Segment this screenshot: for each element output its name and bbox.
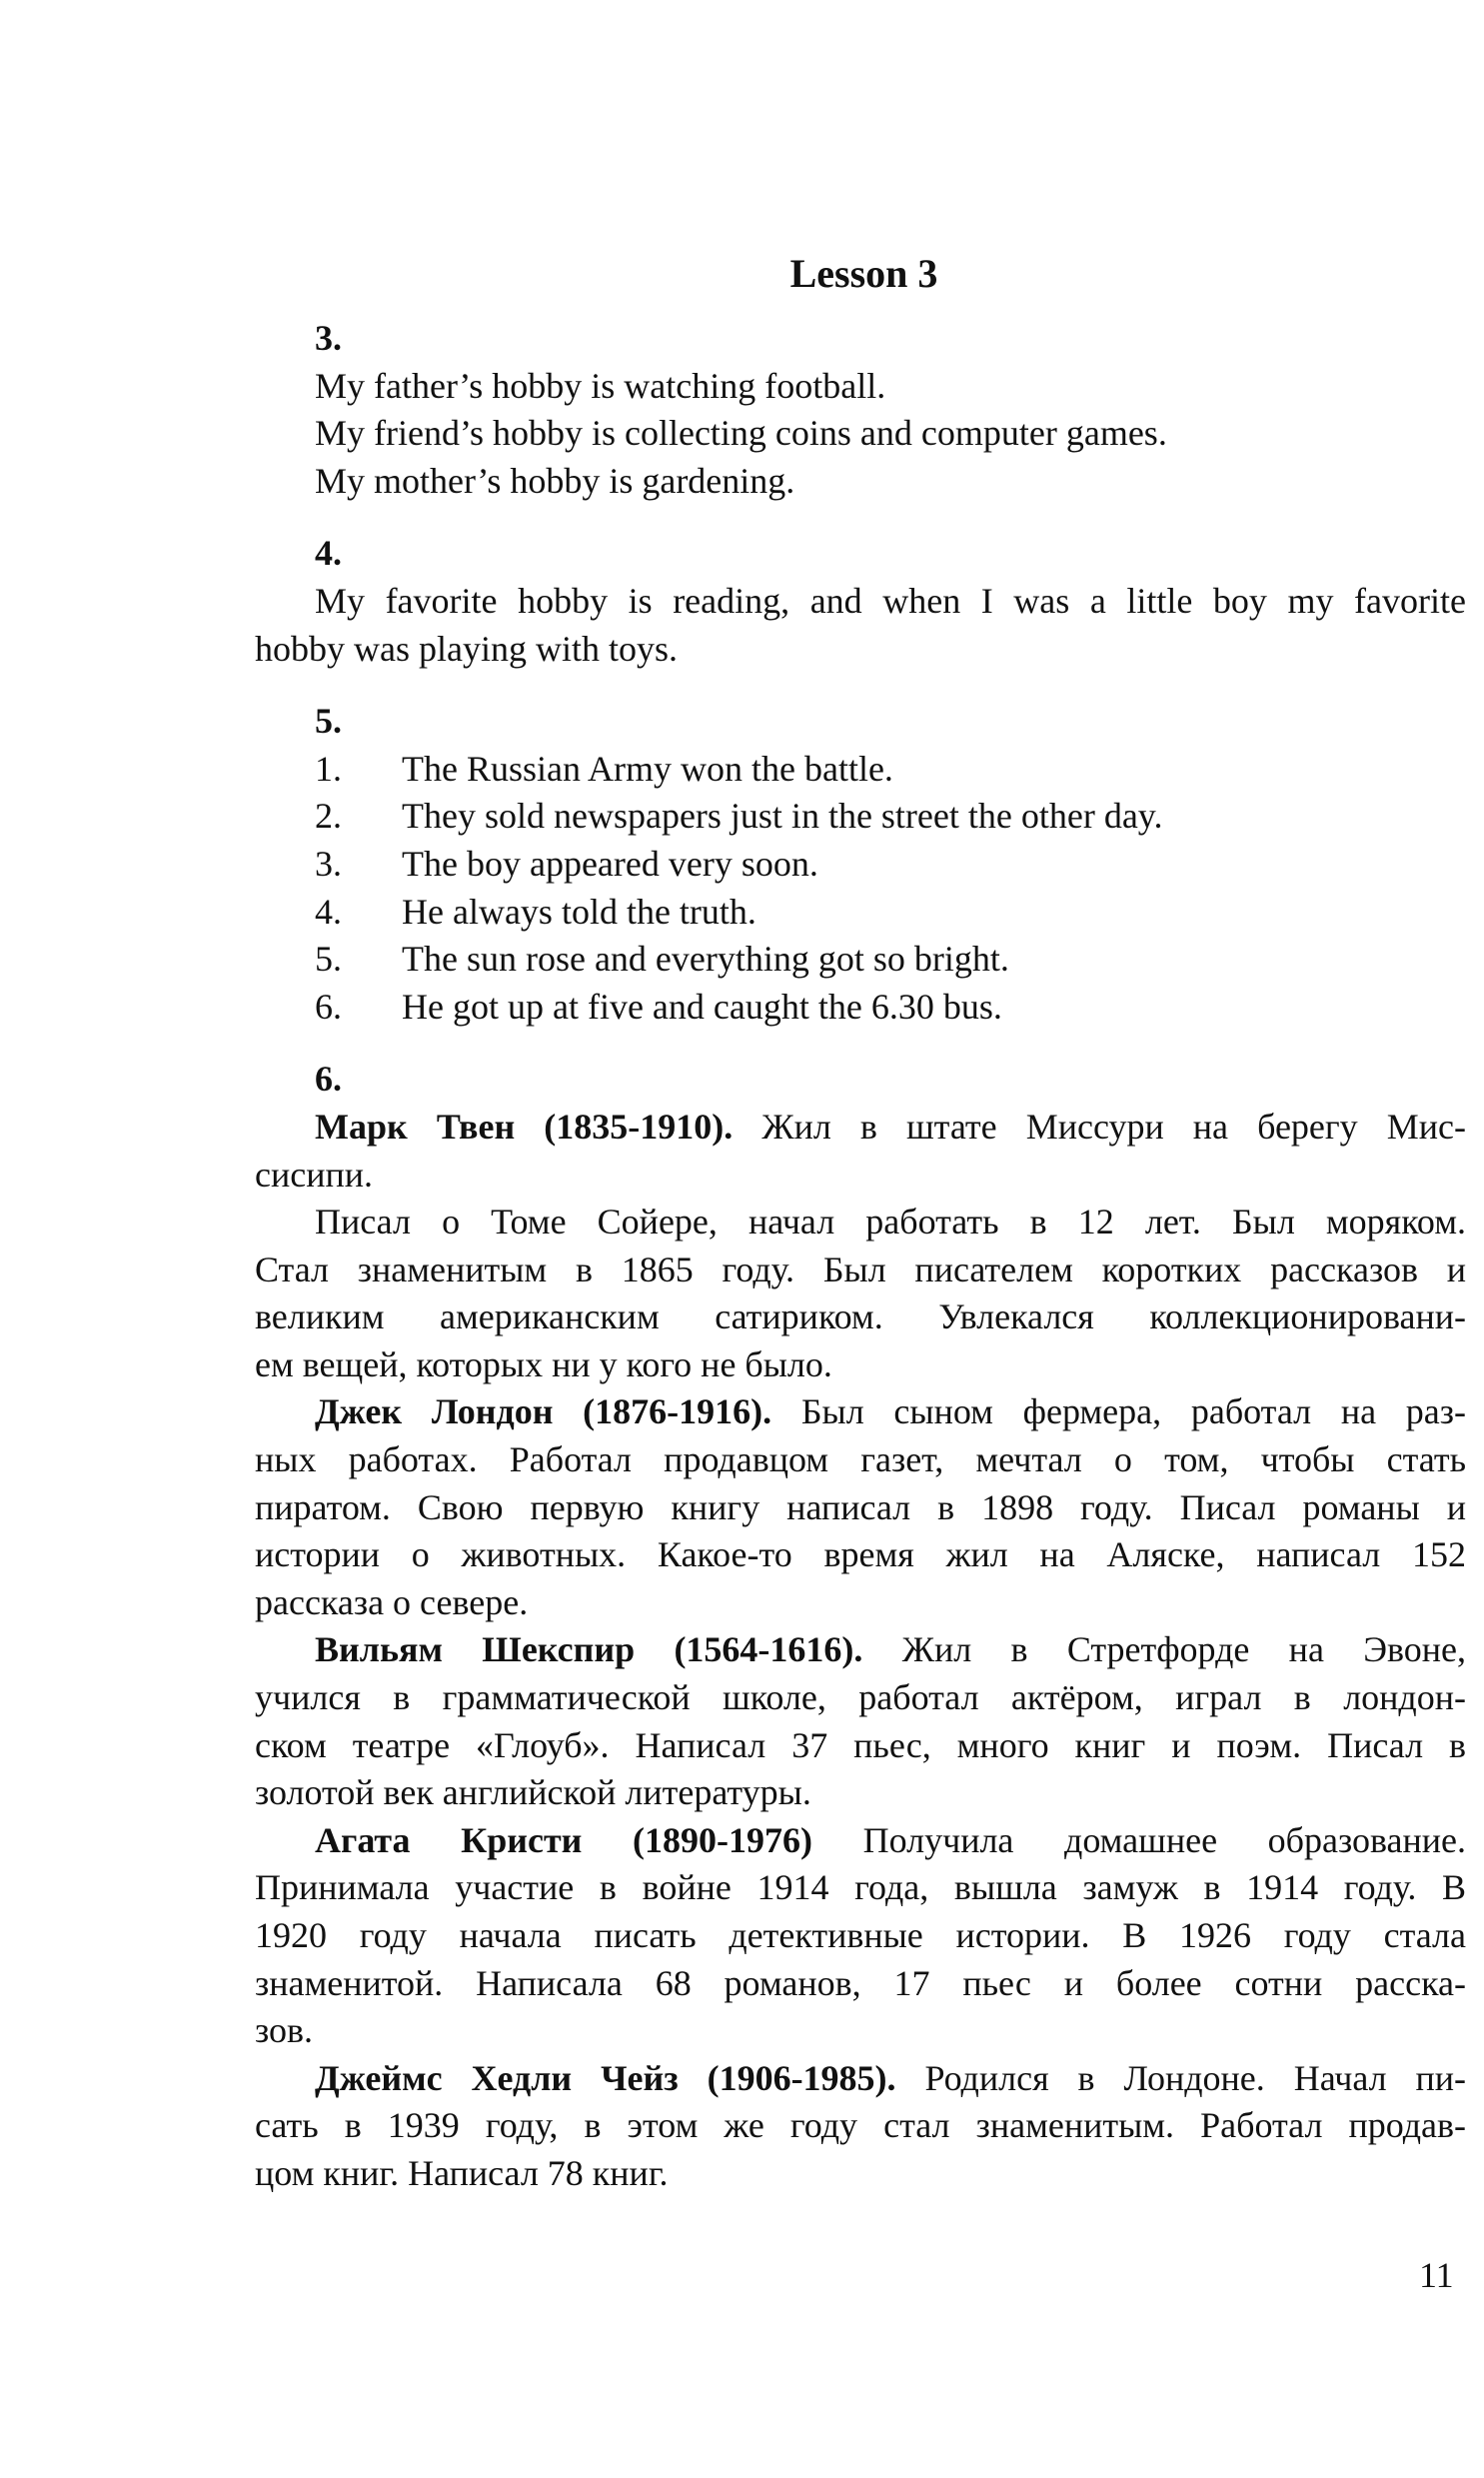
bio-first-line [255,1817,1466,1865]
text-line: Стал знаменитым в 1865 году. Был писателем коротких рассказов и [255,1248,1466,1289]
item-number: 6. [315,986,342,1027]
text-line: Родился в Лондоне. Начал пи- [924,2057,1467,2098]
text-line: Жил в штате Миссури на берегу Мис- [761,1106,1466,1147]
exercise-number: 3. [315,318,342,358]
text-line: золотой век английской литературы. [255,1772,811,1813]
text-line: сать в 1939 году, в этом же году стал знаменитым. Работал продав- [255,2105,1466,2146]
exercise-6 [255,1056,1466,2197]
text-line: My mother’s hobby is gardening. [315,460,795,501]
text-line: рассказа о севере. [255,1581,529,1622]
item-text: He got up at five and caught the 6.30 bus. [402,986,1002,1027]
lesson-title: Lesson 3 [789,251,938,296]
list-item [255,793,1466,841]
page-number: 11 [1419,2255,1454,2295]
exercise-5 [255,698,1466,1031]
text-line: истории о животных. Какое-то время жил на Аляске, написал 152 [255,1534,1466,1575]
content [255,315,1466,2198]
item-text: The sun rose and everything got so bright. [402,939,1009,980]
text-line: великим американским сатириком. Увлекался коллекционировани- [255,1296,1466,1337]
text-line: учился в грамматической школе, работал актёром, играл в лондон- [255,1677,1466,1718]
text-line: цом книг. Написал 78 книг. [255,2152,669,2193]
list-item [255,746,1466,794]
text-line: Принимала участие в войне 1914 года, вышла замуж в 1914 году. В [255,1867,1466,1908]
author-name: Джек Лондон (1876-1916). [315,1391,772,1432]
item-text: The boy appeared very soon. [402,843,818,884]
bio-first-line [255,1104,1466,1152]
text-line: Жил в Стретфорде на Эвоне, [901,1629,1466,1670]
text-line: Получила домашнее образование. [862,1819,1467,1860]
exercise-4 [255,530,1466,673]
text-line: Был сыном фермера, работал на раз- [800,1391,1466,1432]
exercise-number: 5. [315,701,342,742]
list-item [255,936,1466,984]
item-text: The Russian Army won the battle. [402,748,893,789]
text-line: My friend’s hobby is collecting coins and computer games. [315,413,1167,454]
text-line: сисипи. [255,1154,374,1195]
list-item [255,984,1466,1032]
item-text: He always told the truth. [402,891,756,932]
item-number: 2. [315,796,342,837]
item-number: 3. [315,843,342,884]
bio-first-line [255,1388,1466,1436]
bio-first-line [255,2055,1466,2103]
author-name: Джеймс Хедли Чейз (1906-1985). [315,2057,896,2098]
text-line: ем вещей, которых ни у кого не было. [255,1343,832,1384]
text-line: пиратом. Свою первую книгу написал в 1898 году. Писал романы и [255,1486,1466,1527]
text-line: знаменитой. Написала 68 романов, 17 пьес и более сотни расска- [255,1962,1466,2003]
exercise-number: 6. [315,1059,342,1100]
item-number: 1. [315,748,342,789]
item-text: They sold newspapers just in the street the other day. [402,796,1163,837]
item-number: 5. [315,939,342,980]
list-item [255,889,1466,937]
exercise-3 [255,315,1466,505]
exercise-number: 4. [315,533,342,574]
text-line: hobby was playing with toys. [255,628,678,669]
text-line: My favorite hobby is reading, and when I was a little boy my favorite [315,580,1466,621]
text-line: ском театре «Глоуб». Написал 37 пьес, много книг и поэм. Писал в [255,1724,1466,1765]
text-line: ных работах. Работал продавцом газет, мечтал о том, чтобы стать [255,1439,1466,1480]
text-line: Писал о Томе Сойере, начал работать в 12 лет. Был моряком. [315,1202,1466,1242]
text-line: 1920 году начала писать детективные истории. В 1926 году стала [255,1915,1466,1955]
text-line: зов. [255,2010,314,2051]
list-item [255,841,1466,889]
author-name: Вильям Шекспир (1564-1616). [315,1629,863,1670]
author-name: Марк Твен (1835-1910). [315,1106,734,1147]
text-line: My father’s hobby is watching football. [315,365,886,406]
author-name: Агата Кристи (1890-1976) [315,1819,812,1860]
bio-first-line [255,1626,1466,1674]
item-number: 4. [315,891,342,932]
